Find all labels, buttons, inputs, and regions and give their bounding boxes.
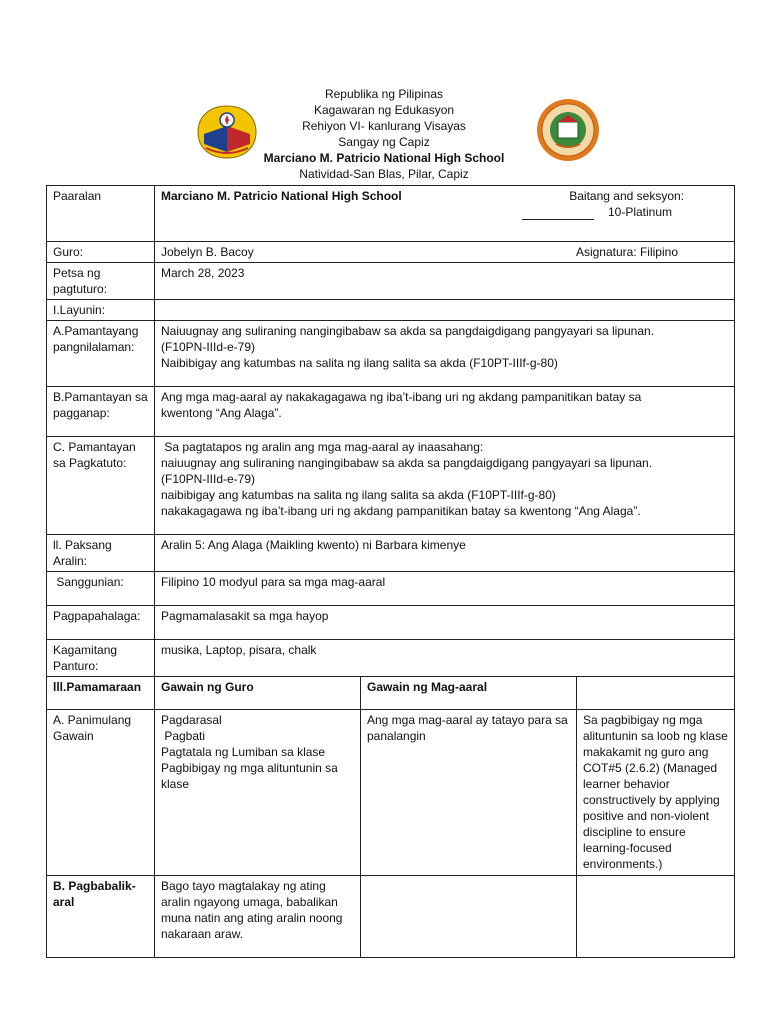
subject-label: Asignatura: Filipino [575,245,678,259]
label-pagbabalik: B. Pagbabalik-aral [47,876,155,958]
document-header [0,86,768,182]
row-pagganap [47,387,735,437]
label-paaralan: Paaralan [47,186,155,242]
header-region: Rehiyon VI- kanlurang Visayas [302,119,466,133]
lesson-plan-table [46,185,734,941]
label-kagamitang: Kagamitang Panturo: [47,640,155,677]
grade-value: 10-Platinum [607,205,672,219]
value-pagganap [155,387,735,437]
label-pagkatuto: C. Pamantayan sa Pagkatuto: [47,437,155,535]
row-layunin [47,300,735,321]
row-paksang [47,535,735,572]
value-paksang: Aralin 5: Ang Alaga (Maikling kwento) ni Barbara kimenye [155,535,735,572]
value-paaralan [155,186,735,242]
pangnilalaman-line: Naiuugnay ang suliraning nangingibabaw sa akda sa pangdaigdigang pangyayari sa lipunan. [161,324,655,338]
label-pagpapahalaga: Pagpapahalaga: [47,606,155,640]
header-school-name: Marciano M. Patricio National High School [263,151,505,165]
teacher-pagbabalik: Bago tayo magtalakay ng ating aralin ngayong umaga, babalikan muna natin ang ating aralin noong nakaraan araw. [155,876,361,958]
row-paaralan [47,186,735,242]
row-kagamitang [47,640,735,677]
header-department: Kagawaran ng Edukasyon [313,103,455,117]
teacher-activity: Pagbibigay ng mga alituntunin sa klase [161,761,338,791]
row-pamamaraan-header [47,677,735,710]
pagkatuto-line: naibibigay ang katumbas na salita ng ilang salita sa akda (F10PT-IIIf-g-80) [161,488,556,502]
value-sanggunian: Filipino 10 modyul para sa mga mag-aaral [155,572,735,606]
label-guro: Guro: [47,242,155,263]
value-guro-cell [155,242,735,263]
label-pangnilalaman: A.Pamantayang pangnilalaman: [47,321,155,387]
pagkatuto-line: nakakagagawa ng iba’t-ibang uri ng akdang pampanitikan batay sa kwentong “Ang Alaga”. [161,504,641,518]
col-header-notes [577,677,735,710]
row-petsa [47,263,735,300]
row-pagbabalik [47,876,735,958]
row-panimulang [47,710,735,876]
pangnilalaman-line: Naibibigay ang katumbas na salita ng ilang salita sa akda (F10PT-IIIf-g-80) [161,356,558,370]
pagkatuto-line: naiuugnay ang suliraning nangingibabaw sa akda sa pangdaigdigang pangyayari sa lipunan. [161,456,653,470]
teacher-activity: Pagtatala ng Lumiban sa klase [161,745,326,759]
row-sanggunian [47,572,735,606]
pangnilalaman-line: (F10PN-IIId-e-79) [161,340,256,354]
col-header-teacher: Gawain ng Guro [155,677,361,710]
label-panimulang: A. Panimulang Gawain [47,710,155,876]
grade-blank-line [522,206,594,220]
header-address: Natividad-San Blas, Pilar, Capiz [299,167,469,181]
row-guro [47,242,735,263]
header-division: Sangay ng Capiz [338,135,430,149]
label-layunin: I.Layunin: [47,300,155,321]
label-pagganap: B.Pamantayan sa pagganap: [47,387,155,437]
value-pangnilalaman [155,321,735,387]
note-pagbabalik [577,876,735,958]
pagganap-line: Ang mga mag-aaral ay nakakagagawa ng iba’t-ibang uri ng akdang pampanitikan batay sa [161,390,642,404]
label-petsa: Petsa ng pagtuturo: [47,263,155,300]
pagkatuto-line: (F10PN-IIId-e-79) [161,472,256,486]
row-pagpapahalaga [47,606,735,640]
label-sanggunian: Sanggunian: [47,572,155,606]
label-paksang: ll. Paksang Aralin: [47,535,155,572]
teacher-panimulang [155,710,361,876]
value-petsa: March 28, 2023 [155,263,735,300]
note-panimulang: Sa pagbibigay ng mga alituntunin sa loob ng klase makakamit ng guro ang COT#5 (2.6.2) (Managed learner behavior constructively by applying positive and non-violent discipline to ensure learning-focused environments.) [577,710,735,876]
value-kagamitang: musika, Laptop, pisara, chalk [155,640,735,677]
pagganap-line: kwentong “Ang Alaga”. [161,406,282,420]
value-pagpapahalaga: Pagmamalasakit sa mga hayop [155,606,735,640]
header-country: Republika ng Pilipinas [324,87,444,101]
student-panimulang: Ang mga mag-aaral ay tatayo para sa panalangin [361,710,577,876]
label-pamamaraan: lll.Pamamaraan [47,677,155,710]
row-pangnilalaman [47,321,735,387]
value-layunin [155,300,735,321]
teacher-name: Jobelyn B. Bacoy [161,245,254,259]
school-value: Marciano M. Patricio National High School [161,189,402,203]
student-pagbabalik [361,876,577,958]
value-pagkatuto [155,437,735,535]
teacher-activity: Pagbati [161,729,206,743]
grade-label: Baitang and seksyon: [569,189,684,203]
col-header-student: Gawain ng Mag-aaral [361,677,577,710]
row-pagkatuto [47,437,735,535]
pagkatuto-line: Sa pagtatapos ng aralin ang mga mag-aaral ay inaasahang: [161,440,484,454]
teacher-activity: Pagdarasal [161,713,222,727]
